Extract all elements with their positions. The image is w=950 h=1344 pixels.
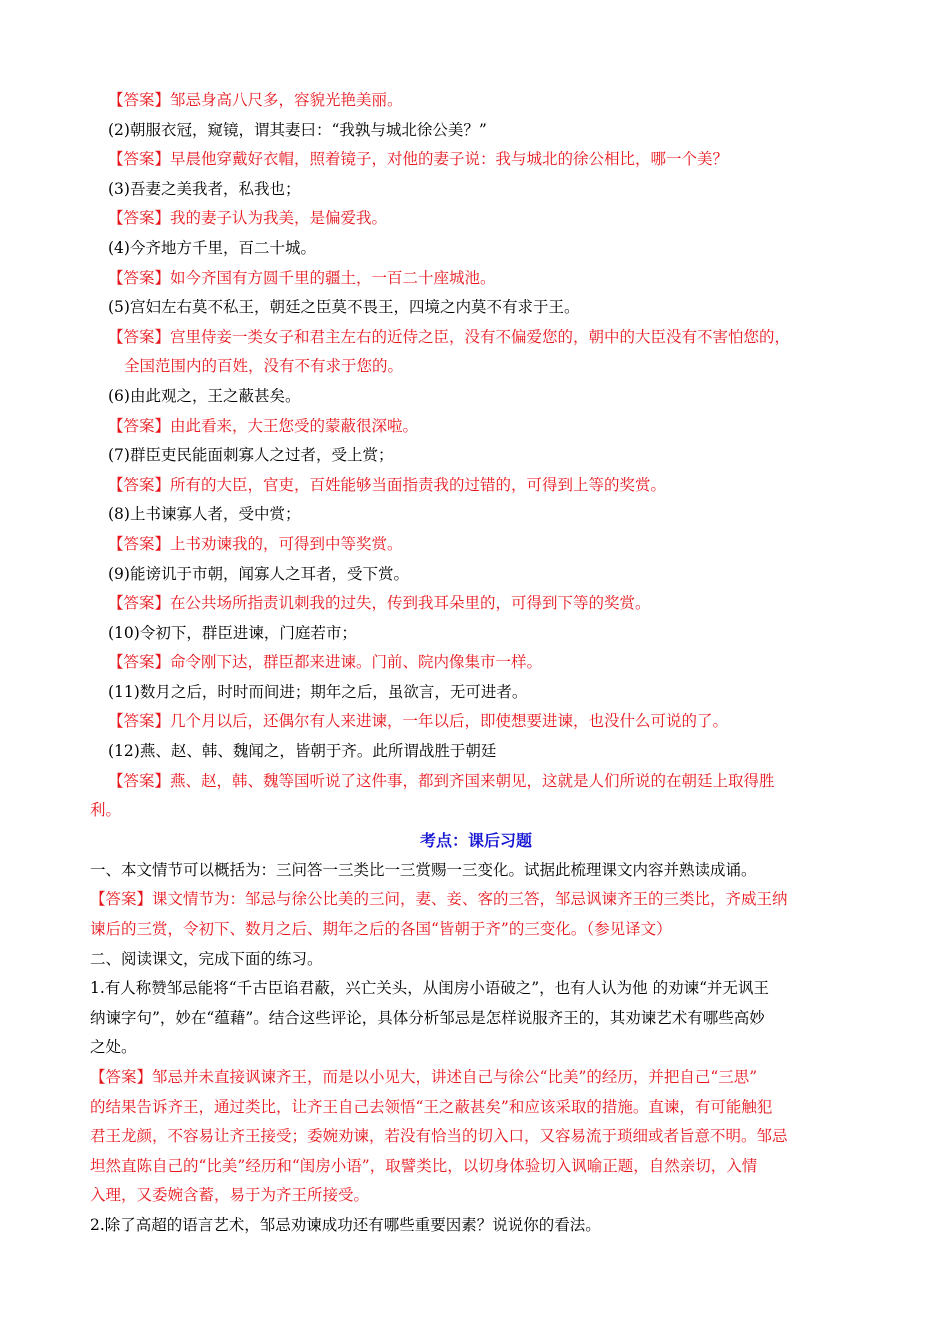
answer-8: 【答案】上书劝谏我的，可得到中等奖赏。: [108, 534, 403, 553]
exercise-2-question: 二、阅读课文，完成下面的练习。: [90, 949, 323, 968]
exercise-2-1-answer-line-4: 坦然直陈自己的“比美”经历和“闺房小语”，取譬类比，以切身体验切入讽喻正题，自然亲切，入情: [90, 1156, 758, 1175]
exercise-2-1-question-line-1: 1.有人称赞邹忌能将“千古臣谄君蔽，兴亡关头，从闺房小语破之”，也有人认为他 的劝谏“并无讽王: [90, 979, 769, 998]
question-11: (11)数月之后，时时而间进；期年之后，虽欲言，无可进者。: [108, 682, 528, 701]
answer-tag: 【答案】: [108, 475, 171, 494]
answer-2: 【答案】早晨他穿戴好衣帽，照着镜子，对他的妻子说：我与城北的徐公相比，哪一个美？: [108, 150, 729, 169]
question-3: (3)吾妻之美我者，私我也；: [108, 179, 301, 198]
answer-9: 【答案】在公共场所指责讥刺我的过失，传到我耳朵里的，可得到下等的奖赏。: [108, 594, 651, 613]
answer-11: 【答案】几个月以后，还偶尔有人来进谏，一年以后，即使想要进谏，也没什么可说的了。: [108, 712, 729, 731]
exercise-2-2-question: 2.除了高超的语言艺术，邹忌劝谏成功还有哪些重要因素？说说你的看法。: [90, 1215, 601, 1234]
answer-6: 【答案】由此看来，大王您受的蒙蔽很深啦。: [108, 416, 419, 435]
answer-tag: 【答案】: [108, 91, 171, 109]
answer-3: 【答案】我的妻子认为我美，是偏爱我。: [108, 209, 388, 228]
question-7: (7)群臣吏民能面刺寡人之过者，受上赏；: [108, 446, 394, 465]
answer-12: 【答案】燕、赵，韩、魏等国听说了这件事，都到齐国来朝见，这就是人们所说的在朝廷上取得胜: [108, 771, 775, 790]
answer-tag: 【答案】: [108, 594, 171, 613]
question-8: (8)上书谏寡人者，受中赏；: [108, 505, 301, 524]
answer-tag: 【答案】: [108, 209, 171, 228]
answer-tag: 【答案】: [108, 416, 171, 435]
answer-tag: 【答案】: [108, 268, 171, 287]
answer-tag: 【答案】: [90, 1068, 153, 1086]
exercise-1-answer-continued: 谏后的三赏，令初下、数月之后、期年之后的各国“皆朝于齐”的三变化。（参见译文）: [90, 920, 672, 939]
exercise-2-1-question-line-3: 之处。: [90, 1038, 137, 1057]
answer-5-continued: 全国范围内的百姓，没有不有求于您的。: [124, 357, 404, 376]
exercise-2-1-answer-line-5: 入理，又委婉含蓄，易于为齐王所接受。: [90, 1186, 370, 1205]
exercise-2-1-answer-line-2: 的结果告诉齐王，通过类比，让齐王自己去领悟“王之蔽甚矣”和应该采取的措施。直谏，有可能触犯: [90, 1097, 773, 1116]
question-12: (12)燕、赵、韩、魏闻之，皆朝于齐。此所谓战胜于朝廷: [108, 742, 497, 761]
answer-5: 【答案】宫里侍妾一类女子和君主左右的近侍之臣，没有不偏爱您的，朝中的大臣没有不害怕您的，: [108, 327, 791, 346]
exercise-2-1-answer-line-3: 君王龙颜，不容易让齐王接受；委婉劝谏，若没有恰当的切入口，又容易流于琐细或者旨意不明。邹忌: [90, 1127, 788, 1146]
exercise-1-question: 一、本文情节可以概括为：三问答一三类比一三赏赐一三变化。试据此梳理课文内容并熟读成诵。: [90, 860, 757, 879]
exercise-2-1-question-line-2: 纳谏字句”，妙在“蕴藉”。结合这些评论，具体分析邹忌是怎样说服齐王的，其劝谏艺术有哪些高妙: [90, 1008, 765, 1027]
answer-tag: 【答案】: [108, 327, 171, 346]
answer-1: 【答案】邹忌身高八尺多，容貌光艳美丽。: [108, 91, 403, 109]
answer-12-continued: 利。: [90, 801, 122, 820]
answer-tag: 【答案】: [108, 653, 171, 672]
question-10: (10)令初下，群臣进谏，门庭若市；: [108, 623, 357, 642]
answer-4: 【答案】如今齐国有方圆千里的疆土，一百二十座城池。: [108, 268, 496, 287]
question-5: (5)宫妇左右莫不私王，朝廷之臣莫不畏王，四境之内莫不有求于王。: [108, 298, 580, 317]
question-2: (2)朝服衣冠，窥镜，谓其妻曰：“我孰与城北徐公美？”: [108, 120, 487, 139]
exercise-1-answer: 【答案】课文情节为：邹忌与徐公比美的三问，妻、妾、客的三答，邹忌讽谏齐王的三类比，齐威王纳: [90, 890, 788, 909]
answer-tag: 【答案】: [90, 890, 153, 909]
answer-tag: 【答案】: [108, 771, 171, 790]
question-4: (4)今齐地方千里，百二十城。: [108, 238, 316, 257]
exercise-2-1-answer: 【答案】邹忌并未直接讽谏齐王，而是以小见大，讲述自己与徐公“比美”的经历，并把自己“三思”: [90, 1068, 758, 1086]
answer-10: 【答案】命令刚下达，群臣都来进谏。门前、院内像集市一样。: [108, 653, 543, 672]
question-9: (9)能谤讥于市朝，闻寡人之耳者，受下赏。: [108, 564, 409, 583]
answer-tag: 【答案】: [108, 712, 171, 731]
answer-tag: 【答案】: [108, 534, 171, 553]
answer-tag: 【答案】: [108, 150, 171, 169]
answer-7: 【答案】所有的大臣，官吏，百姓能够当面指责我的过错的，可得到上等的奖赏。: [108, 475, 667, 494]
question-6: (6)由此观之，王之蔽甚矣。: [108, 386, 301, 405]
section-title: 考点：课后习题: [419, 830, 532, 850]
document-body: [90, 86, 862, 1241]
